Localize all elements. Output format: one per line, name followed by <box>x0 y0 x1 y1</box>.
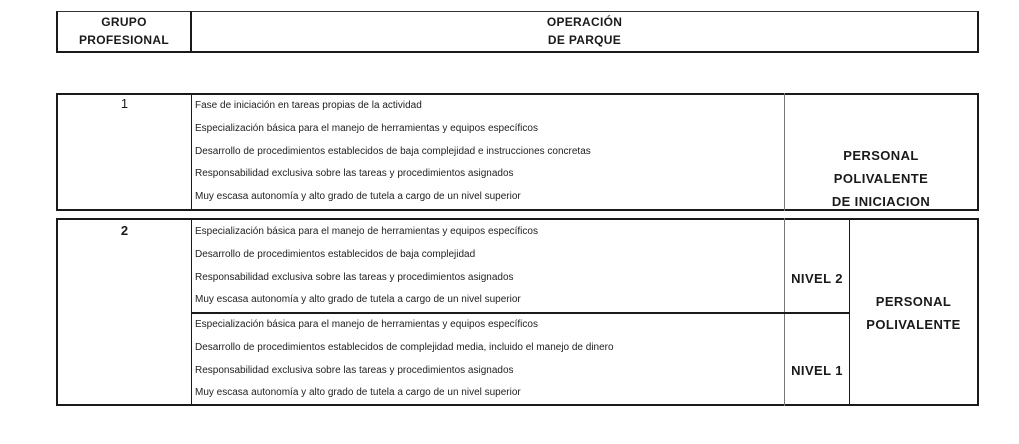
nivel-1-label: NIVEL 1 <box>791 363 843 378</box>
category-line: POLIVALENTE <box>866 317 961 332</box>
category-line: PERSONAL <box>843 148 919 163</box>
description-line: Especialización básica para el manejo de herramientas y equipos específicos <box>195 122 538 134</box>
description-line: Desarrollo de procedimientos establecidos de baja complejidad <box>195 248 476 260</box>
group-2-number: 2 <box>120 223 129 238</box>
header-operacion-de-parque <box>192 13 977 49</box>
description-line: Responsabilidad exclusiva sobre las tareas y procedimientos asignados <box>195 364 514 376</box>
description-line: Desarrollo de procedimientos establecidos de baja complejidad e instrucciones concretas <box>195 145 591 157</box>
header-col1-line1: GRUPO <box>101 15 147 29</box>
description-line: Muy escasa autonomía y alto grado de tutela a cargo de un nivel superior <box>195 294 521 306</box>
header-col2-line2: DE PARQUE <box>547 33 622 47</box>
description-line: Desarrollo de procedimientos establecidos de complejidad media, incluido el manejo de dinero <box>195 341 614 353</box>
nivel-2-label: NIVEL 2 <box>791 271 843 286</box>
group-2-nivel-2-descriptions <box>192 221 782 312</box>
description-line: Responsabilidad exclusiva sobre las tareas y procedimientos asignados <box>195 271 514 283</box>
group-1-descriptions <box>192 95 782 209</box>
description-line: Especialización básica para el manejo de herramientas y equipos específicos <box>195 226 538 237</box>
description-line: Responsabilidad exclusiva sobre las tareas y procedimientos asignados <box>195 168 514 180</box>
description-line: Especialización básica para el manejo de herramientas y equipos específicos <box>195 319 538 330</box>
group-2-category <box>850 290 977 336</box>
group-2-nivel-1-descriptions <box>192 314 782 405</box>
group-1-category <box>785 144 977 213</box>
header-col1-line2: PROFESIONAL <box>79 33 169 47</box>
description-line: Muy escasa autonomía y alto grado de tutela a cargo de un nivel superior <box>195 387 521 399</box>
header-col2-line1: OPERACIÓN <box>546 15 623 29</box>
description-line: Muy escasa autonomía y alto grado de tutela a cargo de un nivel superior <box>195 191 521 203</box>
category-line: POLIVALENTE <box>833 171 929 186</box>
category-line: DE INICIACION <box>831 194 931 209</box>
header-grupo-profesional <box>58 13 190 49</box>
category-line: PERSONAL <box>875 294 952 309</box>
group-1-number: 1 <box>120 96 129 111</box>
description-line: Fase de iniciación en tareas propias de la actividad <box>195 100 422 111</box>
